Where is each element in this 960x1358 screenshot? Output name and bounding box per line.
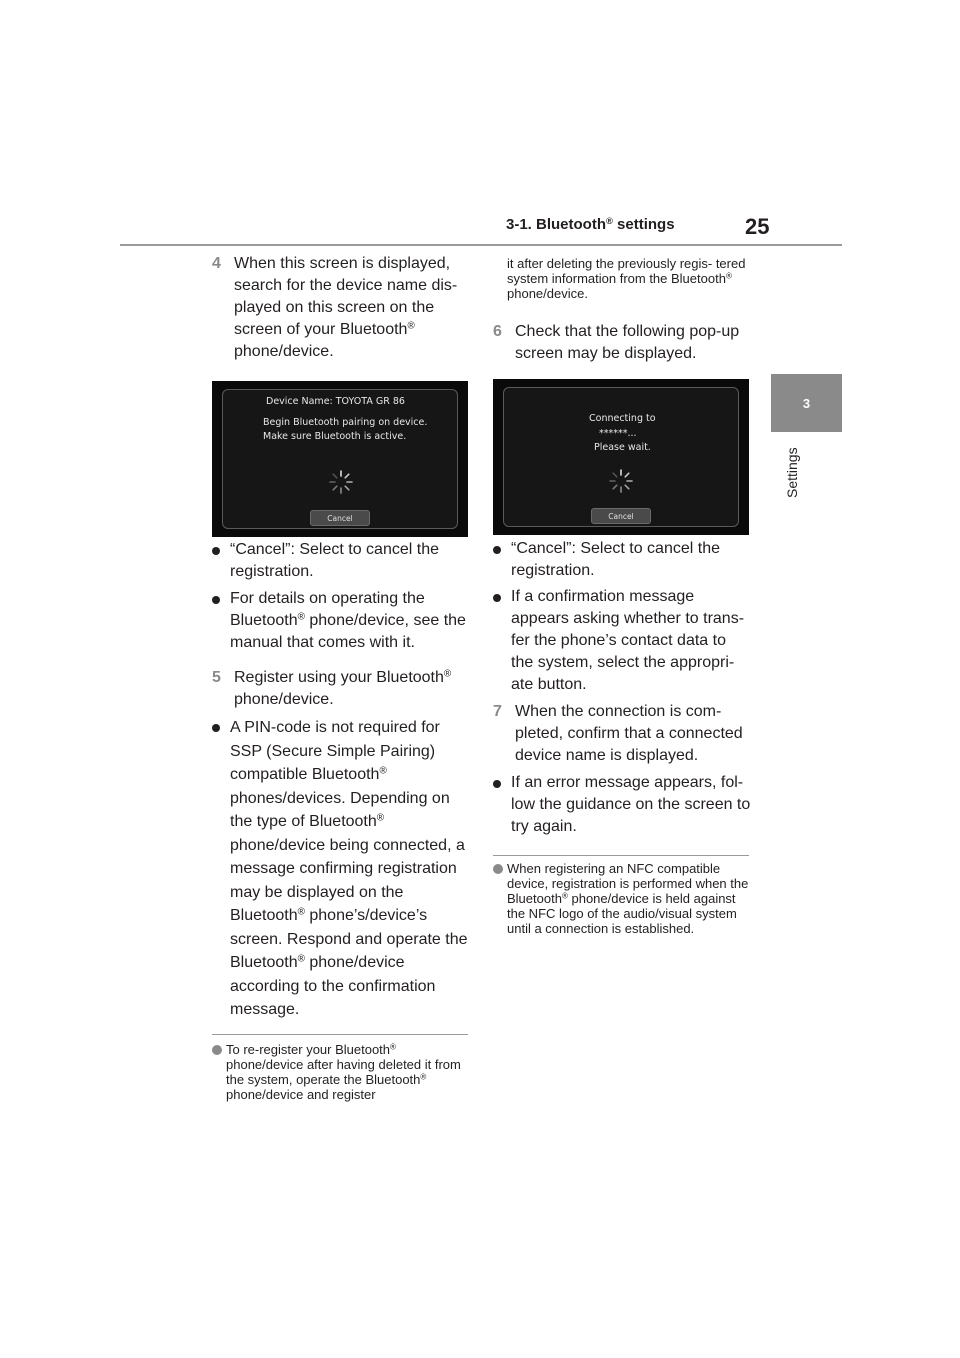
bullet-dot <box>212 724 220 732</box>
connecting-text: Connecting to <box>589 413 656 424</box>
note-divider <box>212 1034 468 1035</box>
connecting-screen-image <box>493 379 749 535</box>
step-text: Register using your Bluetooth® phone/device. <box>234 668 452 708</box>
step-text: Check that the following pop-up screen may be displayed. <box>515 323 740 362</box>
note-reregister: To re-register your Bluetooth® phone/device after having deleted it from the system, operate the Bluetooth® phone/device and register <box>212 1042 468 1102</box>
device-placeholder-text: ******... <box>599 428 637 439</box>
bullet-dot <box>493 780 501 788</box>
note-continued: it after deleting the previously regis- tered system information from the Bluetooth® phone/device. <box>507 256 746 301</box>
bullet-dot <box>493 594 501 602</box>
step-5 <box>212 667 470 711</box>
step-4 <box>212 253 470 363</box>
page-number: 25 <box>745 214 770 239</box>
chapter-tab[interactable] <box>771 374 842 432</box>
step-number: 6 <box>493 323 502 340</box>
bullet-error: If an error message appears, fol- low the guidance on the screen to try again. <box>493 772 751 838</box>
bullet-cancel: “Cancel”: Select to cancel the registration. <box>212 539 470 583</box>
note-divider <box>493 855 749 856</box>
pairing-screen-image <box>212 381 468 537</box>
bullet-dot <box>212 596 220 604</box>
loading-spinner-icon <box>328 469 354 495</box>
bullet-dot <box>493 546 501 554</box>
step-number: 7 <box>493 703 502 720</box>
note-nfc: When registering an NFC compatible device, registration is performed when the Bluetooth® phone/device is held against the NFC logo of the audio/visual system until a connection is established. <box>493 861 749 936</box>
note-marker <box>493 864 503 874</box>
screen-frame <box>503 387 739 527</box>
please-wait-text: Please wait. <box>594 442 651 453</box>
section-title: 3-1. Bluetooth® settings <box>506 215 675 233</box>
chapter-label-container <box>782 440 806 500</box>
step-6 <box>493 321 751 365</box>
step-7 <box>493 701 751 767</box>
step-number: 4 <box>212 255 221 272</box>
bullet-confirmation: If a confirmation message appears asking whether to trans- fer the phone’s contact data to the system, select the appropri- ate button. <box>493 586 751 696</box>
note-marker <box>212 1045 222 1055</box>
step-number: 5 <box>212 669 221 686</box>
bullet-cancel: “Cancel”: Select to cancel the registration. <box>493 538 751 582</box>
bullet-dot <box>212 547 220 555</box>
cancel-button[interactable]: Cancel <box>591 508 651 524</box>
step-text: When this screen is displayed, search for the device name dis- played on this screen on the screen of your Bluetooth® phone/device. <box>234 255 458 360</box>
cancel-button[interactable]: Cancel <box>310 510 370 526</box>
step-text: When the connection is com- pleted, confirm that a connected device name is displayed. <box>515 703 743 764</box>
loading-spinner-icon <box>608 468 634 494</box>
device-name-text: Device Name: TOYOTA GR 86 <box>266 396 405 407</box>
screen-frame <box>222 389 458 529</box>
chapter-label: Settings <box>784 447 800 498</box>
pairing-instruction-text: Begin Bluetooth pairing on device. <box>263 417 428 428</box>
bullet-pin-code: A PIN-code is not required for SSP (Secure Simple Pairing) compatible Bluetooth® phones/devices. Depending on the type of Bluetooth® phone/device being connected, a message confirming registration may be displayed on the Bluetooth® phone’s/device’s screen. Respond and operate the Bluetooth® phone/device according to the confirmation message. <box>212 716 470 1022</box>
header-rule <box>120 244 842 246</box>
bluetooth-active-text: Make sure Bluetooth is active. <box>263 431 407 442</box>
chapter-number: 3 <box>802 395 811 411</box>
bullet-details: For details on operating the Bluetooth® phone/device, see the manual that comes with it. <box>212 588 470 654</box>
